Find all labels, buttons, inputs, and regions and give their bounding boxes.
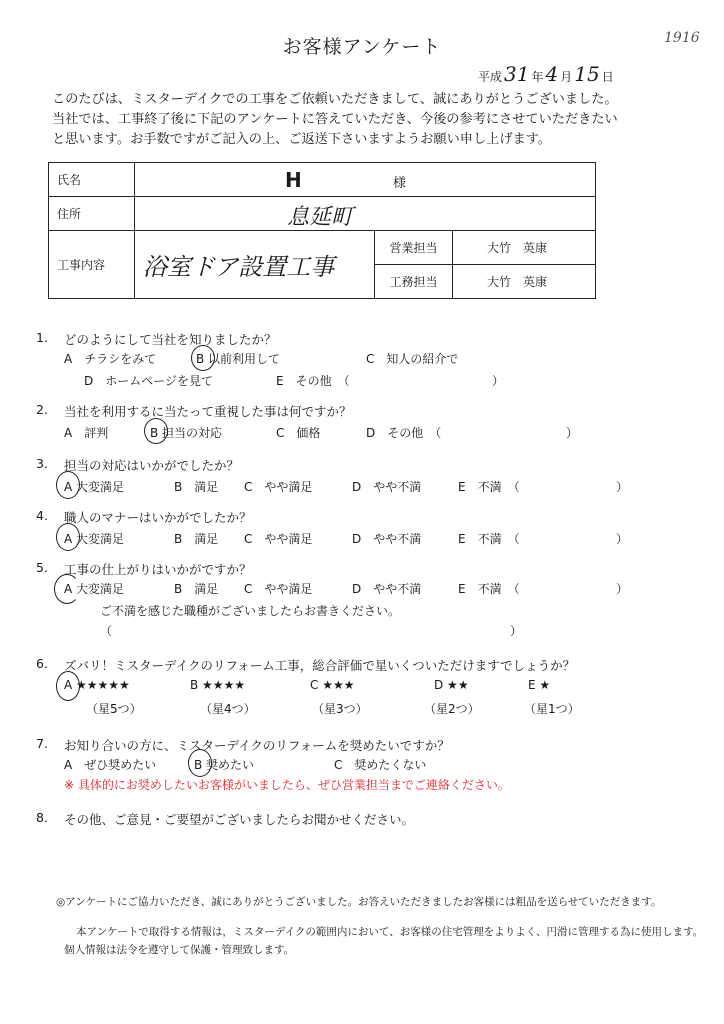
q1-option-e-close: ） [492, 374, 505, 388]
date-day-unit: 日 [601, 70, 614, 84]
q5-option-e-close: ） [616, 582, 629, 596]
question-text: 担当の対応はいかがでしたか？ [64, 458, 240, 473]
date-day: 15 [574, 62, 600, 86]
q1-option-a[interactable]: A チラシをみて [64, 352, 157, 366]
footer-privacy-1: 本アンケートで取得する情報は，ミスターデイクの範囲内において、お客様の住宅管理をよりよく、円滑に管理する為に使用します。 [76, 926, 704, 938]
q4-option-e[interactable]: E 不満 （ [458, 532, 520, 546]
customer-info-table [48, 162, 596, 299]
address-value: 息延町 [287, 205, 354, 230]
q2-option-d[interactable]: D その他 （ [366, 426, 442, 440]
question-number: 1. [36, 330, 48, 345]
q1-option-b[interactable]: B 以前利用して [196, 352, 281, 366]
q5-option-c[interactable]: C やや満足 [244, 582, 313, 596]
intro-line: と思います。お手数ですがご記入の上、ご返送下さいますようお願い申し上げます。 [52, 132, 552, 147]
work-value: 浴室ドア設置工事 [143, 253, 335, 281]
q6-option-c[interactable]: C ★★★ [310, 678, 355, 692]
q3-option-b[interactable]: B 満足 [174, 480, 219, 494]
question-number: 3. [36, 456, 48, 471]
q1-answer-circle [191, 345, 215, 371]
q3-option-a[interactable]: A 大変満足 [64, 480, 125, 494]
q2-option-b[interactable]: B 担当の対応 [150, 426, 223, 440]
name-label: 氏名 [49, 163, 135, 197]
q5-paren-close: ） [510, 624, 523, 638]
q1-option-e[interactable]: E その他 （ [276, 374, 350, 388]
q5-option-e[interactable]: E 不満 （ [458, 582, 520, 596]
construction-label: 工務担当 [375, 265, 453, 299]
question-text: 当社を利用するに当たって重視した事は何ですか？ [64, 404, 352, 419]
name-suffix: 様 [393, 176, 407, 191]
address-cell[interactable] [135, 197, 596, 231]
sales-value: 大竹 英康 [453, 231, 596, 265]
q6-option-a-sub: （星5つ） [86, 702, 142, 716]
question-number: 7. [36, 736, 48, 751]
footer-privacy-2: 個人情報は法令を遵守して保護・管理致します。 [64, 944, 295, 956]
q5-option-b[interactable]: B 満足 [174, 582, 219, 596]
q4-answer-circle [56, 523, 80, 551]
q3-option-e[interactable]: E 不満 （ [458, 480, 520, 494]
q2-option-c[interactable]: C 価格 [276, 426, 321, 440]
q5-answer-circle [54, 574, 80, 604]
q3-answer-circle [56, 471, 80, 499]
q1-option-d[interactable]: D ホームページを見て [84, 374, 214, 388]
name-cell[interactable] [135, 163, 596, 197]
q3-option-c[interactable]: C やや満足 [244, 480, 313, 494]
q3-option-e-close: ） [616, 480, 629, 494]
question-text: お知り合いの方に、ミスターデイクのリフォームを奨めたいですか？ [64, 738, 450, 753]
q6-option-b[interactable]: B ★★★★ [190, 678, 246, 692]
construction-value: 大竹 英康 [453, 265, 596, 299]
date-line [478, 62, 614, 86]
corner-handwritten-number: 1916 [664, 30, 700, 46]
intro-paragraph [52, 90, 682, 150]
q4-option-a[interactable]: A 大変満足 [64, 532, 125, 546]
q7-option-a[interactable]: A ぜひ奨めたい [64, 758, 157, 772]
date-year-unit: 年 [531, 70, 544, 84]
q5-option-d[interactable]: D やや不満 [352, 582, 422, 596]
q4-option-d[interactable]: D やや不満 [352, 532, 422, 546]
address-label: 住所 [49, 197, 135, 231]
work-cell[interactable] [135, 231, 375, 299]
q6-option-e[interactable]: E ★ [528, 678, 551, 692]
name-value: H [285, 168, 302, 192]
q7-option-c[interactable]: C 奨めたくない [334, 758, 427, 772]
q6-option-a[interactable]: A ★★★★★ [64, 678, 130, 692]
q5-paren-open: （ [100, 624, 113, 638]
question-number: 2. [36, 402, 48, 417]
question-text: 工事の仕上がりはいかがですか？ [64, 562, 252, 577]
q6-answer-circle [56, 671, 80, 701]
footer-thanks: ◎アンケートにご協力いただき、誠にありがとうございました。お答えいただきましたお客様には粗品を送らせていただきます。 [56, 896, 662, 908]
q6-option-d-sub: （星2つ） [424, 702, 480, 716]
q6-option-e-sub: （星1つ） [524, 702, 580, 716]
date-era: 平成 [478, 70, 503, 84]
date-year: 31 [504, 62, 530, 86]
q2-answer-circle [144, 418, 168, 444]
intro-line: 当社では、工事終了後に下記のアンケートに答えていただき、今後の参考にさせていただきたい [52, 112, 618, 127]
question-text: その他、ご意見・ご要望がございましたらお聞かせください。 [64, 812, 415, 827]
question-number: 5. [36, 560, 48, 575]
q5-sub-prompt: ご不満を感じた職種がございましたらお書きください。 [100, 604, 401, 618]
q6-option-b-sub: （星4つ） [200, 702, 256, 716]
date-month: 4 [545, 62, 559, 86]
q7-answer-circle [188, 749, 212, 777]
q4-option-c[interactable]: C やや満足 [244, 532, 313, 546]
question-number: 4. [36, 508, 48, 523]
intro-line: このたびは、ミスターデイクでの工事をご依頼いただきまして、誠にありがとうございました。 [52, 92, 618, 107]
q4-option-e-close: ） [616, 532, 629, 546]
survey-title: お客様アンケート [282, 36, 442, 58]
q6-option-d[interactable]: D ★★ [434, 678, 469, 692]
date-month-unit: 月 [560, 70, 573, 84]
q2-option-a[interactable]: A 評判 [64, 426, 109, 440]
work-label: 工事内容 [49, 231, 135, 299]
question-text: どのようにして当社を知りましたか？ [64, 332, 277, 347]
question-text: ズバリ！ミスターデイクのリフォーム工事，総合評価で星いくついただけますでしょうか？ [64, 658, 576, 673]
q6-option-c-sub: （星3つ） [312, 702, 368, 716]
q1-option-c[interactable]: C 知人の紹介で [366, 352, 459, 366]
sales-label: 営業担当 [375, 231, 453, 265]
question-text: 職人のマナーはいかがでしたか？ [64, 510, 252, 525]
question-number: 6. [36, 656, 48, 671]
q7-red-note: ※ 具体的にお奨めしたいお客様がいましたら、ぜひ営業担当までご連絡ください。 [64, 778, 510, 792]
q7-option-b[interactable]: B 奨めたい [194, 758, 255, 772]
q4-option-b[interactable]: B 満足 [174, 532, 219, 546]
q2-option-d-close: ） [566, 426, 579, 440]
q5-option-a[interactable]: A 大変満足 [64, 582, 125, 596]
question-number: 8. [36, 810, 48, 825]
q3-option-d[interactable]: D やや不満 [352, 480, 422, 494]
